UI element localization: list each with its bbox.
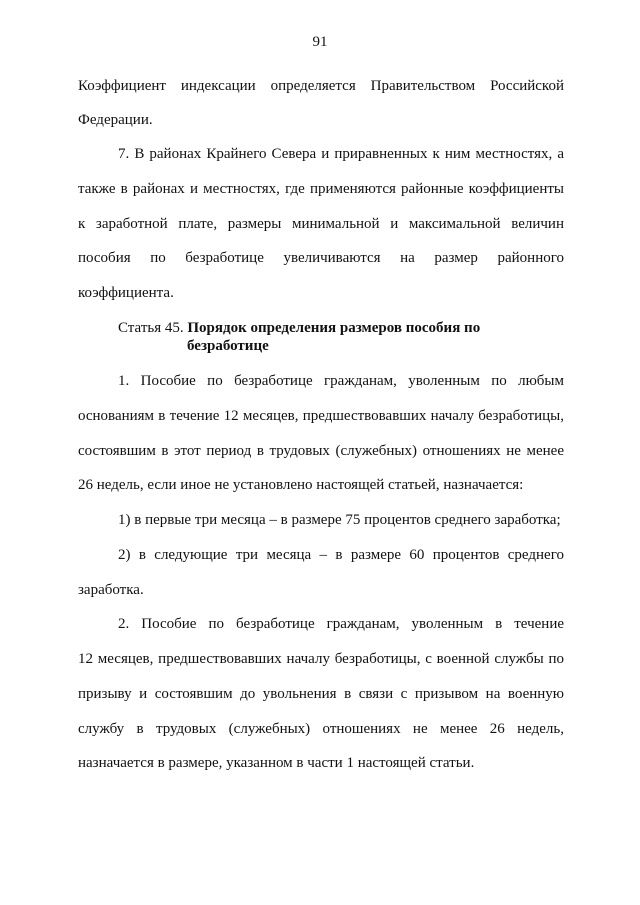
page-number: 91 bbox=[312, 34, 328, 50]
text-line: также в районах и местностях, где применяются районные коэффициенты bbox=[78, 181, 564, 197]
text-line: 1) в первые три месяца – в размере 75 процентов среднего заработка; bbox=[118, 512, 561, 528]
text-line: Коэффициент индексации определяется Правительством Российской bbox=[78, 78, 564, 94]
text-line: 7. В районах Крайнего Севера и приравненных к ним местностях, а bbox=[118, 146, 564, 162]
text-line: 12 месяцев, предшествовавших началу безработицы, с военной службы по bbox=[78, 651, 564, 667]
article-heading bbox=[118, 319, 480, 337]
text-line: пособия по безработице увеличиваются на размер районного bbox=[78, 250, 564, 266]
text-line: к заработной плате, размеры минимальной и максимальной величин bbox=[78, 216, 564, 232]
text-line: состоявшим в этот период в трудовых (служебных) отношениях не менее bbox=[78, 443, 564, 459]
text-line: 2) в следующие три месяца – в размере 60 процентов среднего bbox=[118, 547, 564, 563]
text-line: службу в трудовых (служебных) отношениях не менее 26 недель, bbox=[78, 721, 564, 737]
article-title-continued: безработице bbox=[187, 338, 269, 354]
text-line: 2. Пособие по безработице гражданам, уволенным в течение bbox=[118, 616, 564, 632]
text-line: назначается в размере, указанном в части 1 настоящей статьи. bbox=[78, 755, 475, 771]
article-label: Статья 45. bbox=[118, 320, 184, 336]
text-line: 26 недель, если иное не установлено настоящей статьей, назначается: bbox=[78, 477, 524, 493]
text-line: основаниям в течение 12 месяцев, предшествовавших началу безработицы, bbox=[78, 408, 564, 424]
text-line: 1. Пособие по безработице гражданам, уволенным по любым bbox=[118, 373, 564, 389]
text-line: призыву и состоявшим до увольнения в связи с призывом на военную bbox=[78, 686, 564, 702]
text-line: коэффициента. bbox=[78, 285, 174, 301]
text-line: Федерации. bbox=[78, 112, 153, 128]
article-title: Порядок определения размеров пособия по bbox=[187, 320, 481, 336]
text-line: заработка. bbox=[78, 582, 144, 598]
